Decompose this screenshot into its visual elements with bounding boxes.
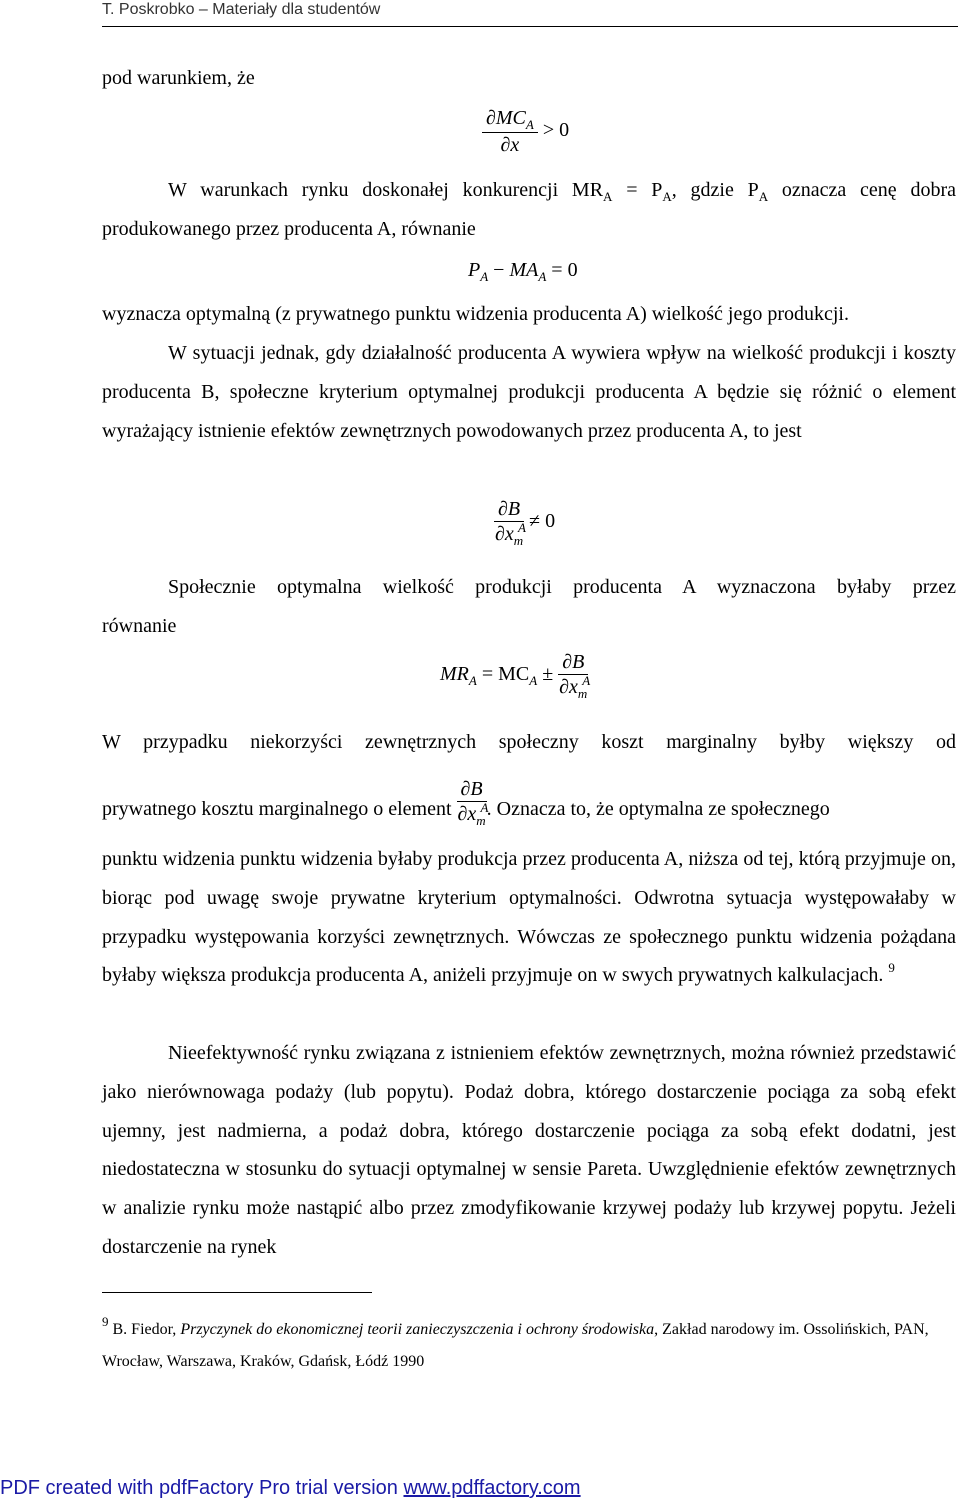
paragraph-external-effects: W sytuacji jednak, gdy działalność producenta A wywiera wpływ na wielkość produkcji i koszty producenta B, społeczne kryterium optymalnej produkcji producenta A będzie się różnić o element wyrażający istnienie efektów zewnętrznych powodowanych przez producenta A, to jest bbox=[102, 342, 956, 442]
paragraph-condition: pod warunkiem, że bbox=[102, 67, 255, 89]
footnote: $^9$ B. Fiedor, Przyczynek do ekonomicznej teorii zanieczyszczenia i ochrony środowiska, Zakład narodowy im. Ossolińskich, PAN, Wrocław, Warszawa, Kraków, Gdańsk, Łódź 1990 bbox=[102, 1314, 929, 1370]
fraction: ∂B $\partial x_m$ A bbox=[559, 651, 591, 701]
pdffactory-link[interactable]: www.pdffactory.com bbox=[403, 1477, 581, 1499]
footnote-reference: 9 bbox=[888, 960, 895, 976]
paragraph-line: równanie bbox=[102, 615, 177, 637]
pdf-banner: PDF created with pdfFactory Pro trial version www.pdffactory.com bbox=[0, 1477, 581, 1499]
relation: > 0 bbox=[542, 119, 570, 142]
paragraph-continuation: punktu widzenia punktu widzenia byłaby produkcja przez producenta A, niższa od tej, którą przyjmuje on, biorąc pod uwagę swoje prywatne kryterium optymalności. Odwrotna sytuacja występowałaby w przypadku występowania korzyści zewnętrznych. Wówczas ze społecznego punktu widzenia pożądana byłaby większa produkcja producenta A, aniżeli przyjmuje on w swych prywatnych kalkulacjach. $^9$ bbox=[102, 848, 956, 987]
equation-mc-derivative bbox=[482, 106, 569, 157]
paragraph-negative-externality: W przypadku niekorzyści zewnętrznych społeczny koszt marginalny byłby większy od bbox=[102, 731, 956, 753]
denominator: ∂x bbox=[500, 134, 520, 156]
fraction bbox=[482, 106, 538, 157]
footnote-title: Przyczynek do ekonomicznej teorii zanieczyszczenia i ochrony środowiska bbox=[180, 1321, 655, 1338]
paragraph-inefficiency: Nieefektywność rynku związana z istnieniem efektów zewnętrznych, można również przedstawić jako nierównowaga podaży (lub popytu). Podaż dobra, którego dostarczenie pociąga za sobą efekt ujemny, jest nadmierna, a podaż dobra, którego dostarczenie pociąga za sobą efekt dodatni, jest niedostateczna w stosunku do sytuacji optymalnej w sensie Pareta. Uwzględnienie efektów zewnętrznych w analizie rynku może nastąpić albo przez zmodyfikowanie krzywej podaży lub krzywej popytu. Jeżeli dostarczenie na rynek bbox=[102, 1042, 956, 1258]
running-header: T. Poskrobko – Materiały dla studentów bbox=[102, 1, 381, 18]
paragraph-social-optimum: Społecznie optymalna wielkość produkcji producenta A wyznaczona byłaby przez bbox=[168, 576, 956, 598]
fraction: ∂B $\partial x_m$ A bbox=[494, 498, 526, 548]
fraction: ∂B $\partial x_m$ A bbox=[457, 778, 489, 828]
paragraph-perfect-competition: W warunkach rynku doskonałej konkurencji $MR_A = P_A$, gdzie $P_A$ oznacza cenę dobra bbox=[168, 179, 956, 204]
header-rule bbox=[102, 26, 958, 27]
numerator: $\partial MC_A$ bbox=[482, 106, 538, 133]
footnote-rule bbox=[102, 1292, 372, 1293]
paragraph-optimal: wyznacza optymalną (z prywatnego punktu widzenia producenta A) wielkość jego produkcji. bbox=[102, 303, 849, 325]
paragraph-line: produkowanego przez producenta A, równanie bbox=[102, 218, 476, 240]
equation-external-effect-nonzero: ∂B $\partial x_m$ A ≠ 0 bbox=[494, 498, 556, 548]
paragraph-line-with-fraction: prywatnego kosztu marginalnego o element ∂B $\partial x_m$ A . Oznacza to, że optymalna ze społecznego bbox=[102, 778, 830, 828]
equation-p-minus-ma: $P_A - MA_A = 0$ bbox=[468, 259, 578, 284]
equation-social-optimum: $MR_A = MC_A$ ± ∂B $\partial x_m$ A bbox=[440, 651, 591, 701]
